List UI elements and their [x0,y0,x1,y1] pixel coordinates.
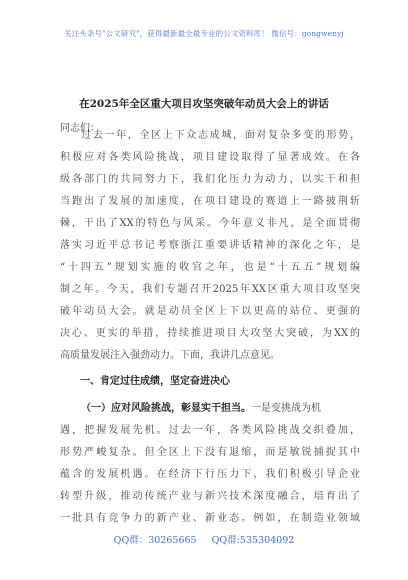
paragraph-line: 决心、更实的举措，持续推进项目大攻坚大突破，为XX的 [60,328,360,339]
subsection-paragraph [60,398,360,530]
paragraph-line: “十四五”规划实施的收官之年，也是“十五五”规划编 [60,262,360,273]
footer-qq-group-2: QQ群:535304092 [211,535,295,546]
paragraph-line: 高质量发展注入强劲动力。下面，我讲几点意见。 [60,350,280,361]
salutation: 同志们： [60,123,100,134]
paragraph-line: 积极应对各类风险挑战，项目建设取得了显著成效。在各 [60,152,360,163]
paragraph-line: 落实习近平总书记考察浙江重要讲话精神的深化之年，是 [60,240,360,251]
paragraph-line: 一批具有竞争力的新产业、新业态。例如，在制造业领域 [60,513,360,524]
paragraph-line: 蕴含的发展机遇。在经济下行压力下，我们积极引导企业 [60,469,360,480]
footer-qq-group-1: QQ群：30265665 [113,535,197,546]
paragraph-line: 棘，干出了XX的特色与风采。今年意义非凡，是全面贯彻 [60,218,360,229]
paragraph-line: 转型升级，推动传统产业与新兴技术深度融合，培育出了 [60,491,360,502]
subsection-first-line [60,398,360,420]
paragraph-line: 当跑出了发展的加速度，在项目建设的赛道上一路披荆斩 [60,196,360,207]
paragraph-line: 制之年。今天，我们专题召开2025年XX区重大项目攻坚突 [60,284,360,295]
paragraph-line: 过去一年，全区上下众志成城，面对复杂多变的形势， [81,130,360,141]
document-title: 在2025年全区重大项目攻坚突破年动员大会上的讲话 [79,98,329,110]
paragraph-line: 遇，把握发展先机。过去一年，各类风险挑战交织叠加， [60,425,360,436]
paragraph-line: 级各部门的共同努力下，我们化压力为动力，以实干和担 [60,174,360,185]
paragraph-line: 破年动员大会。就是动员全区上下以更高的站位、更强的 [60,306,360,317]
footer [0,532,408,546]
top-banner: 关注头条号"公文研究"，获得最新最全最专业的公文资料库！ 微信号：gongwenyj [64,29,344,38]
subsection-first-rest: 一是变挑战为机 [251,403,321,414]
intro-paragraph [60,125,360,367]
subsection-heading: （一）应对风险挑战，彰显实干担当。 [81,403,251,414]
section-heading: 一、肯定过往成绩，坚定奋进决心 [80,376,230,387]
paragraph-line: 形势严峻复杂。但全区上下没有退缩，而是敏锐捕捉其中 [60,447,360,458]
